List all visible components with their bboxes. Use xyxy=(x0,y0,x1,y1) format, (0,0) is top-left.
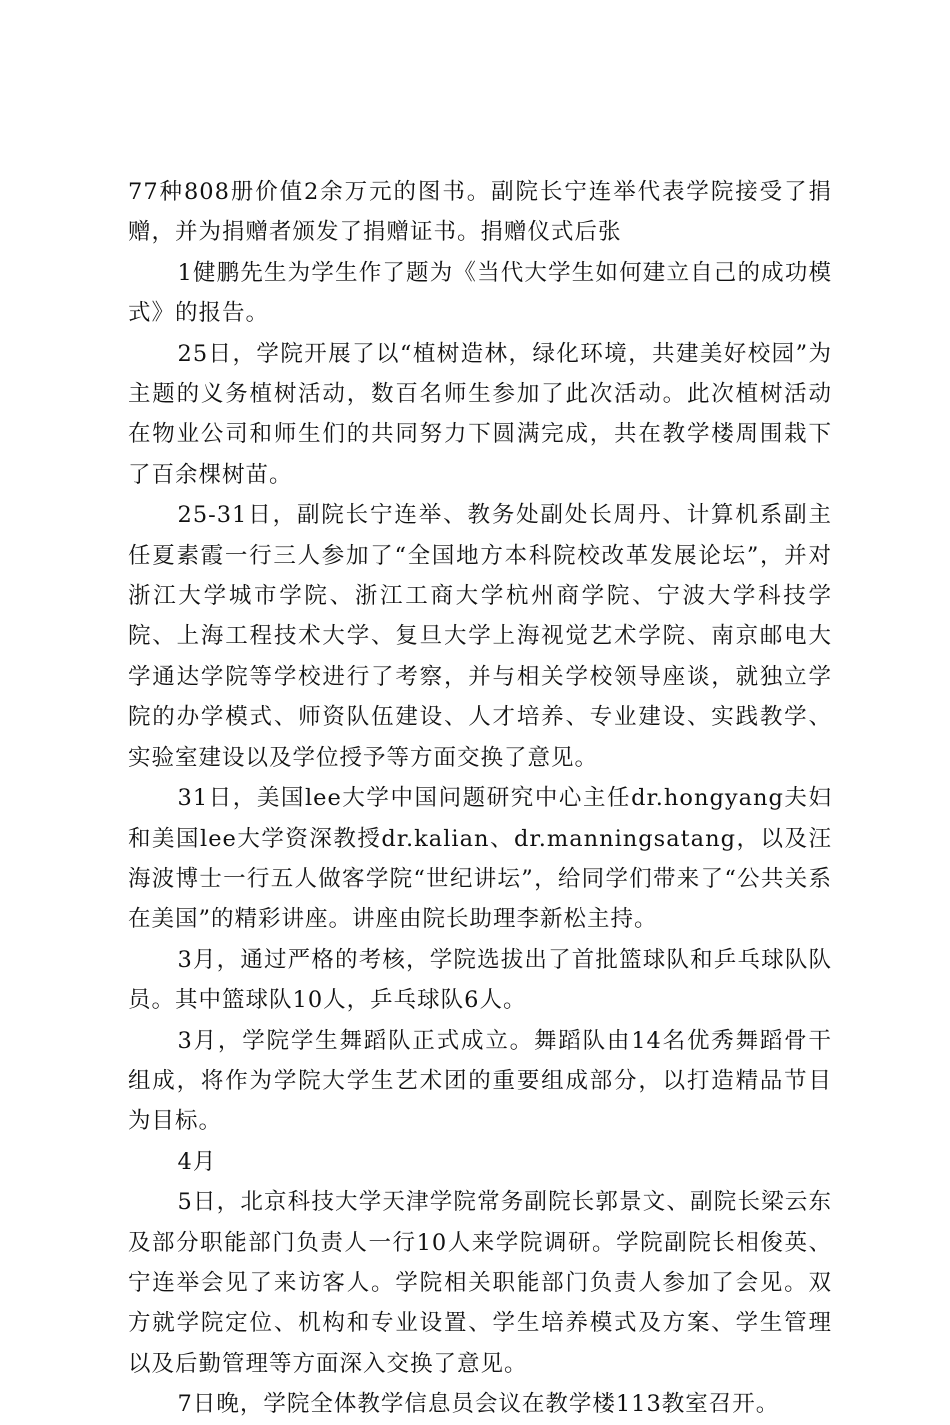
paragraph: 3月，学院学生舞蹈队正式成立。舞蹈队由14名优秀舞蹈骨干组成，将作为学院大学生艺术团的重要组成部分，以打造精品节目为目标。 xyxy=(128,1027,832,1135)
paragraph: 77种808册价值2余万元的图书。副院长宁连举代表学院接受了捐赠，并为捐赠者颁发了捐赠证书。捐赠仪式后张 xyxy=(128,179,832,246)
document-body xyxy=(128,172,832,1425)
paragraph: 5日，北京科技大学天津学院常务副院长郭景文、副院长梁云东及部分职能部门负责人一行10人来学院调研。学院副院长相俊英、宁连举会见了来访客人。学院相关职能部门负责人参加了会见。双方就学院定位、机构和专业设置、学生培养模式及方案、学生管理以及后勤管理等方面深入交换了意见。 xyxy=(128,1189,832,1377)
paragraph: 1健鹏先生为学生作了题为《当代大学生如何建立自己的成功模式》的报告。 xyxy=(128,259,832,327)
paragraph: 7日晚，学院全体教学信息员会议在教学楼113教室召开。 xyxy=(177,1391,780,1418)
paragraph: 31日，美国lee大学中国问题研究中心主任dr.hongyang夫妇和美国lee大学资深教授dr.kalian、dr.manningsatang，以及汪海波博士一行五人做客学院“世纪讲坛”，给同学们带来了“公共关系在美国”的精彩讲座。讲座由院长助理李新松主持。 xyxy=(128,785,832,933)
paragraph: 25-31日，副院长宁连举、教务处副处长周丹、计算机系副主任夏素霞一行三人参加了“全国地方本科院校改革发展论坛”，并对浙江大学城市学院、浙江工商大学杭州商学院、宁波大学科技学院、上海工程技术大学、复旦大学上海视觉艺术学院、南京邮电大学通达学院等学校进行了考察，并与相关学校领导座谈，就独立学院的办学模式、师资队伍建设、人才培养、专业建设、实践教学、实验室建设以及学位授予等方面交换了意见。 xyxy=(128,502,832,771)
paragraph: 4月 xyxy=(177,1148,217,1175)
paragraph: 25日，学院开展了以“植树造林，绿化环境，共建美好校园”为主题的义务植树活动，数百名师生参加了此次活动。此次植树活动在物业公司和师生们的共同努力下圆满完成，共在教学楼周围栽下了百余棵树苗。 xyxy=(128,340,832,488)
paragraph: 3月，通过严格的考核，学院选拔出了首批篮球队和乒乓球队队员。其中篮球队10人，乒乓球队6人。 xyxy=(128,946,832,1014)
